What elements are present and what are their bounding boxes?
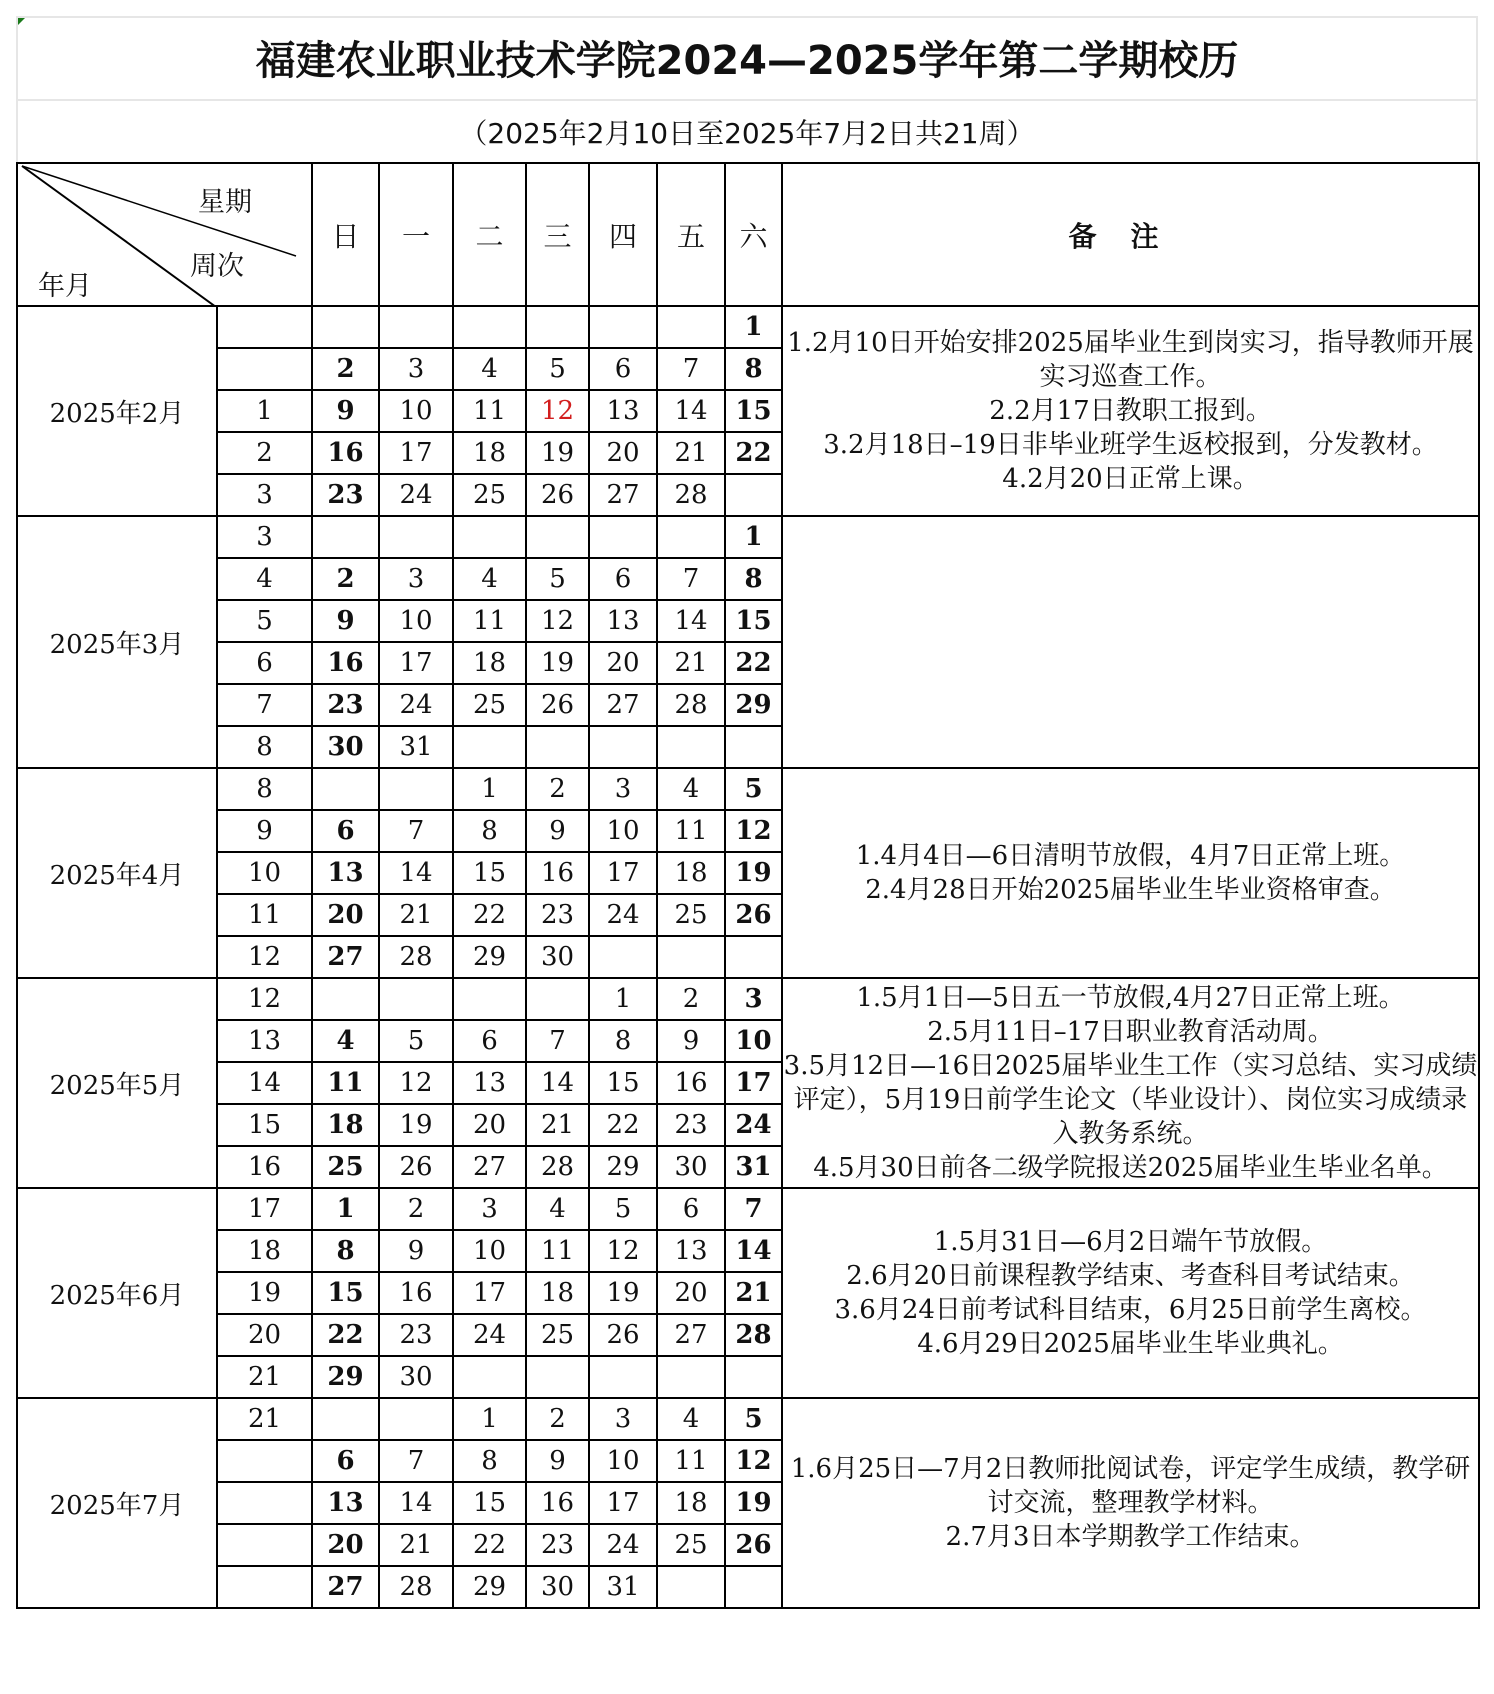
month-label: 2025年3月 [17, 516, 217, 768]
week-number: 17 [217, 1188, 312, 1230]
day-cell-wed: 28 [526, 1146, 589, 1188]
day-cell-sat: 19 [725, 1482, 782, 1524]
day-cell-wed: 12 [526, 600, 589, 642]
week-number: 3 [217, 474, 312, 516]
week-number [217, 1524, 312, 1566]
day-cell-sat [725, 726, 782, 768]
note-item: 2.6月20日前课程教学结束、考查科目考试结束。 [846, 1261, 1415, 1291]
week-row [17, 516, 1479, 558]
week-row [17, 978, 1479, 1020]
day-cell-thu: 12 [589, 1230, 657, 1272]
week-number: 8 [217, 768, 312, 810]
note-item: 1.5月31日—6月2日端午节放假。 [933, 1227, 1328, 1257]
day-cell-tue: 1 [453, 1398, 526, 1440]
day-cell-wed: 12 [526, 390, 589, 432]
day-cell-tue: 24 [453, 1314, 526, 1356]
week-number: 14 [217, 1062, 312, 1104]
day-cell-wed: 30 [526, 936, 589, 978]
day-cell-fri: 21 [657, 642, 725, 684]
day-cell-thu: 24 [589, 1524, 657, 1566]
day-cell-fri: 7 [657, 348, 725, 390]
note-item: 2.2月17日教职工报到。 [989, 396, 1272, 426]
day-cell-mon: 31 [379, 726, 453, 768]
day-cell-fri: 4 [657, 1398, 725, 1440]
day-cell-sat: 10 [725, 1020, 782, 1062]
day-cell-tue: 18 [453, 432, 526, 474]
day-cell-thu [589, 936, 657, 978]
day-cell-tue: 27 [453, 1146, 526, 1188]
day-cell-thu: 26 [589, 1314, 657, 1356]
day-cell-thu: 13 [589, 390, 657, 432]
week-number: 4 [217, 558, 312, 600]
day-cell-tue: 10 [453, 1230, 526, 1272]
day-cell-sat: 1 [725, 516, 782, 558]
day-cell-thu: 5 [589, 1188, 657, 1230]
day-cell-mon: 19 [379, 1104, 453, 1146]
day-cell-thu: 22 [589, 1104, 657, 1146]
weekday-header-mon: 一 [379, 163, 453, 306]
notes-header: 备注 [782, 163, 1479, 306]
day-cell-tue: 3 [453, 1188, 526, 1230]
note-item: 3.2月18日–19日非毕业班学生返校报到，分发教材。 [823, 430, 1438, 460]
day-cell-wed: 26 [526, 474, 589, 516]
day-cell-wed: 19 [526, 432, 589, 474]
week-number: 2 [217, 432, 312, 474]
day-cell-sat [725, 474, 782, 516]
note-item: 3.5月12日—16日2025届毕业生工作（实习总结、实习成绩评定），5月19日前学生论文（毕业设计）、岗位实习成绩录入教务系统。 [783, 1051, 1478, 1149]
day-cell-sun: 4 [312, 1020, 379, 1062]
day-cell-thu: 1 [589, 978, 657, 1020]
day-cell-thu: 19 [589, 1272, 657, 1314]
day-cell-sun: 9 [312, 600, 379, 642]
week-number: 9 [217, 810, 312, 852]
week-number [217, 306, 312, 348]
school-calendar-table [16, 162, 1480, 1609]
day-cell-fri: 30 [657, 1146, 725, 1188]
day-cell-thu: 27 [589, 684, 657, 726]
day-cell-tue: 8 [453, 810, 526, 852]
day-cell-mon: 3 [379, 348, 453, 390]
day-cell-fri: 4 [657, 768, 725, 810]
day-cell-fri: 2 [657, 978, 725, 1020]
day-cell-thu: 15 [589, 1062, 657, 1104]
day-cell-thu: 10 [589, 810, 657, 852]
day-cell-tue [453, 1356, 526, 1398]
weekday-header-sat: 六 [725, 163, 782, 306]
day-cell-wed: 26 [526, 684, 589, 726]
day-cell-tue: 25 [453, 474, 526, 516]
note-item: 4.2月20日正常上课。 [1002, 464, 1259, 494]
day-cell-sun: 2 [312, 348, 379, 390]
day-cell-mon: 14 [379, 852, 453, 894]
day-cell-wed: 14 [526, 1062, 589, 1104]
day-cell-mon: 24 [379, 474, 453, 516]
day-cell-sat: 21 [725, 1272, 782, 1314]
month-notes [782, 306, 1479, 516]
day-cell-thu [589, 306, 657, 348]
day-cell-fri: 20 [657, 1272, 725, 1314]
day-cell-wed: 18 [526, 1272, 589, 1314]
day-cell-fri [657, 936, 725, 978]
month-notes [782, 978, 1479, 1188]
week-row [17, 1188, 1479, 1230]
day-cell-sat: 3 [725, 978, 782, 1020]
day-cell-sun: 13 [312, 1482, 379, 1524]
day-cell-sun [312, 978, 379, 1020]
day-cell-fri: 13 [657, 1230, 725, 1272]
day-cell-tue: 17 [453, 1272, 526, 1314]
day-cell-mon: 12 [379, 1062, 453, 1104]
day-cell-sun: 27 [312, 936, 379, 978]
day-cell-sat: 8 [725, 558, 782, 600]
note-item: 2.7月3日本学期教学工作结束。 [945, 1522, 1316, 1552]
day-cell-sun: 20 [312, 1524, 379, 1566]
day-cell-fri [657, 1356, 725, 1398]
day-cell-wed: 23 [526, 1524, 589, 1566]
day-cell-mon: 17 [379, 642, 453, 684]
day-cell-thu: 6 [589, 558, 657, 600]
day-cell-mon: 28 [379, 1566, 453, 1608]
day-cell-thu: 8 [589, 1020, 657, 1062]
day-cell-sun: 23 [312, 474, 379, 516]
day-cell-thu: 29 [589, 1146, 657, 1188]
note-item: 1.6月25日—7月2日教师批阅试卷，评定学生成绩，教学研讨交流，整理教学材料。 [790, 1454, 1471, 1518]
day-cell-tue: 11 [453, 390, 526, 432]
month-label: 2025年7月 [17, 1398, 217, 1608]
day-cell-sun: 23 [312, 684, 379, 726]
day-cell-tue: 29 [453, 936, 526, 978]
week-row [17, 306, 1479, 348]
day-cell-thu [589, 1356, 657, 1398]
day-cell-thu: 24 [589, 894, 657, 936]
day-cell-wed: 25 [526, 1314, 589, 1356]
day-cell-sat [725, 936, 782, 978]
month-notes [782, 516, 1479, 768]
day-cell-sun [312, 516, 379, 558]
day-cell-wed: 2 [526, 1398, 589, 1440]
day-cell-sun: 16 [312, 432, 379, 474]
week-number: 1 [217, 390, 312, 432]
day-cell-thu: 17 [589, 1482, 657, 1524]
day-cell-fri: 11 [657, 1440, 725, 1482]
month-label: 2025年2月 [17, 306, 217, 516]
week-number: 5 [217, 600, 312, 642]
day-cell-mon: 7 [379, 810, 453, 852]
note-item: 2.5月11日–17日职业教育活动周。 [927, 1017, 1334, 1047]
day-cell-mon: 10 [379, 600, 453, 642]
day-cell-sun: 20 [312, 894, 379, 936]
day-cell-tue: 8 [453, 1440, 526, 1482]
week-number: 12 [217, 936, 312, 978]
day-cell-thu: 27 [589, 474, 657, 516]
day-cell-mon: 2 [379, 1188, 453, 1230]
day-cell-fri: 9 [657, 1020, 725, 1062]
day-cell-tue: 15 [453, 1482, 526, 1524]
day-cell-mon: 21 [379, 894, 453, 936]
day-cell-tue [453, 516, 526, 558]
day-cell-sat: 26 [725, 1524, 782, 1566]
day-cell-sat: 12 [725, 810, 782, 852]
day-cell-sat: 5 [725, 768, 782, 810]
corner-header-cell [17, 163, 312, 306]
day-cell-mon: 16 [379, 1272, 453, 1314]
day-cell-thu: 20 [589, 642, 657, 684]
day-cell-sat: 15 [725, 390, 782, 432]
day-cell-tue [453, 726, 526, 768]
day-cell-mon: 23 [379, 1314, 453, 1356]
day-cell-sun: 25 [312, 1146, 379, 1188]
month-label: 2025年6月 [17, 1188, 217, 1398]
day-cell-fri: 21 [657, 432, 725, 474]
week-row [17, 1398, 1479, 1440]
corner-label-week: 周次 [190, 251, 244, 282]
day-cell-wed: 7 [526, 1020, 589, 1062]
month-notes [782, 1188, 1479, 1398]
day-cell-sun: 2 [312, 558, 379, 600]
day-cell-tue: 4 [453, 348, 526, 390]
day-cell-mon: 30 [379, 1356, 453, 1398]
day-cell-sat: 29 [725, 684, 782, 726]
day-cell-tue: 4 [453, 558, 526, 600]
note-item: 1.2月10日开始安排2025届毕业生到岗实习，指导教师开展实习巡查工作。 [787, 328, 1474, 392]
note-item: 1.4月4日—6日清明节放假，4月7日正常上班。 [855, 841, 1406, 871]
day-cell-wed: 9 [526, 1440, 589, 1482]
day-cell-wed: 19 [526, 642, 589, 684]
day-cell-sun: 30 [312, 726, 379, 768]
day-cell-tue: 11 [453, 600, 526, 642]
day-cell-thu: 17 [589, 852, 657, 894]
day-cell-fri [657, 1566, 725, 1608]
day-cell-mon: 17 [379, 432, 453, 474]
day-cell-fri: 14 [657, 390, 725, 432]
day-cell-fri: 25 [657, 894, 725, 936]
note-item: 3.6月24日前考试科目结束，6月25日前学生离校。 [834, 1295, 1427, 1325]
day-cell-fri: 14 [657, 600, 725, 642]
day-cell-sat [725, 1566, 782, 1608]
day-cell-fri [657, 516, 725, 558]
week-number: 21 [217, 1398, 312, 1440]
day-cell-sun: 1 [312, 1188, 379, 1230]
day-cell-sun: 29 [312, 1356, 379, 1398]
week-number: 6 [217, 642, 312, 684]
day-cell-tue: 15 [453, 852, 526, 894]
day-cell-sat: 26 [725, 894, 782, 936]
day-cell-tue: 22 [453, 894, 526, 936]
corner-label-weekday: 星期 [198, 187, 252, 218]
day-cell-sun: 13 [312, 852, 379, 894]
note-item: 4.5月30日前各二级学院报送2025届毕业生毕业名单。 [813, 1153, 1448, 1183]
day-cell-tue [453, 306, 526, 348]
day-cell-fri: 18 [657, 1482, 725, 1524]
week-number: 7 [217, 684, 312, 726]
corner-label-month: 年月 [38, 271, 92, 302]
day-cell-wed: 23 [526, 894, 589, 936]
day-cell-sun: 18 [312, 1104, 379, 1146]
day-cell-tue: 22 [453, 1524, 526, 1566]
day-cell-sun: 6 [312, 1440, 379, 1482]
day-cell-wed: 5 [526, 348, 589, 390]
day-cell-thu [589, 516, 657, 558]
day-cell-thu: 13 [589, 600, 657, 642]
day-cell-wed [526, 1356, 589, 1398]
day-cell-sun [312, 1398, 379, 1440]
day-cell-mon: 10 [379, 390, 453, 432]
day-cell-fri: 7 [657, 558, 725, 600]
week-number: 8 [217, 726, 312, 768]
header-row [17, 163, 1479, 306]
week-row [17, 768, 1479, 810]
weekday-header-sun: 日 [312, 163, 379, 306]
day-cell-sat: 22 [725, 642, 782, 684]
day-cell-wed: 4 [526, 1188, 589, 1230]
week-number: 13 [217, 1020, 312, 1062]
day-cell-sun: 8 [312, 1230, 379, 1272]
day-cell-wed: 5 [526, 558, 589, 600]
day-cell-fri: 18 [657, 852, 725, 894]
weekday-header-thu: 四 [589, 163, 657, 306]
day-cell-mon: 14 [379, 1482, 453, 1524]
week-number [217, 1566, 312, 1608]
day-cell-tue: 25 [453, 684, 526, 726]
day-cell-sun [312, 306, 379, 348]
day-cell-wed: 16 [526, 852, 589, 894]
day-cell-mon: 5 [379, 1020, 453, 1062]
day-cell-fri: 25 [657, 1524, 725, 1566]
day-cell-wed [526, 978, 589, 1020]
day-cell-tue: 6 [453, 1020, 526, 1062]
day-cell-tue: 18 [453, 642, 526, 684]
day-cell-mon [379, 516, 453, 558]
day-cell-sat: 24 [725, 1104, 782, 1146]
day-cell-sun: 11 [312, 1062, 379, 1104]
day-cell-fri: 23 [657, 1104, 725, 1146]
month-notes [782, 1398, 1479, 1608]
week-number: 12 [217, 978, 312, 1020]
week-number: 10 [217, 852, 312, 894]
day-cell-wed: 21 [526, 1104, 589, 1146]
day-cell-mon [379, 768, 453, 810]
day-cell-fri [657, 306, 725, 348]
day-cell-fri: 6 [657, 1188, 725, 1230]
day-cell-wed [526, 516, 589, 558]
day-cell-fri: 27 [657, 1314, 725, 1356]
week-number [217, 1440, 312, 1482]
day-cell-thu: 10 [589, 1440, 657, 1482]
week-number [217, 1482, 312, 1524]
day-cell-mon: 7 [379, 1440, 453, 1482]
day-cell-fri: 28 [657, 684, 725, 726]
week-number: 19 [217, 1272, 312, 1314]
day-cell-mon: 24 [379, 684, 453, 726]
note-item: 1.5月1日—5日五一节放假,4月27日正常上班。 [856, 983, 1405, 1013]
day-cell-mon: 28 [379, 936, 453, 978]
day-cell-sun: 15 [312, 1272, 379, 1314]
week-number: 20 [217, 1314, 312, 1356]
day-cell-fri: 28 [657, 474, 725, 516]
day-cell-sun: 6 [312, 810, 379, 852]
day-cell-mon: 21 [379, 1524, 453, 1566]
day-cell-sun: 22 [312, 1314, 379, 1356]
day-cell-wed: 11 [526, 1230, 589, 1272]
day-cell-sat: 28 [725, 1314, 782, 1356]
day-cell-sat [725, 1356, 782, 1398]
day-cell-sat: 15 [725, 600, 782, 642]
day-cell-mon [379, 1398, 453, 1440]
day-cell-sat: 7 [725, 1188, 782, 1230]
day-cell-mon [379, 306, 453, 348]
month-notes [782, 768, 1479, 978]
note-item: 4.6月29日2025届毕业生毕业典礼。 [917, 1329, 1344, 1359]
day-cell-fri: 16 [657, 1062, 725, 1104]
day-cell-sat: 22 [725, 432, 782, 474]
day-cell-mon: 9 [379, 1230, 453, 1272]
week-number: 15 [217, 1104, 312, 1146]
day-cell-sat: 17 [725, 1062, 782, 1104]
day-cell-mon: 3 [379, 558, 453, 600]
day-cell-sun: 27 [312, 1566, 379, 1608]
weekday-header-fri: 五 [657, 163, 725, 306]
week-number: 16 [217, 1146, 312, 1188]
calendar-subtitle: （2025年2月10日至2025年7月2日共21周） [459, 116, 1035, 150]
day-cell-thu: 3 [589, 1398, 657, 1440]
day-cell-sat: 19 [725, 852, 782, 894]
day-cell-wed: 16 [526, 1482, 589, 1524]
day-cell-sat: 1 [725, 306, 782, 348]
day-cell-thu [589, 726, 657, 768]
month-label: 2025年4月 [17, 768, 217, 978]
note-item: 2.4月28日开始2025届毕业生毕业资格审查。 [865, 875, 1396, 905]
day-cell-tue: 29 [453, 1566, 526, 1608]
day-cell-wed [526, 306, 589, 348]
week-number [217, 348, 312, 390]
day-cell-sat: 14 [725, 1230, 782, 1272]
day-cell-wed [526, 726, 589, 768]
day-cell-wed: 9 [526, 810, 589, 852]
weekday-header-tue: 二 [453, 163, 526, 306]
month-label: 2025年5月 [17, 978, 217, 1188]
day-cell-fri [657, 726, 725, 768]
day-cell-sun [312, 768, 379, 810]
day-cell-tue: 1 [453, 768, 526, 810]
day-cell-mon: 26 [379, 1146, 453, 1188]
day-cell-wed: 2 [526, 768, 589, 810]
day-cell-tue: 20 [453, 1104, 526, 1146]
calendar-title: 福建农业职业技术学院2024—2025学年第二学期校历 [255, 38, 1239, 84]
week-number: 11 [217, 894, 312, 936]
day-cell-sat: 31 [725, 1146, 782, 1188]
day-cell-fri: 11 [657, 810, 725, 852]
day-cell-sat: 8 [725, 348, 782, 390]
day-cell-thu: 20 [589, 432, 657, 474]
week-number: 3 [217, 516, 312, 558]
day-cell-sun: 16 [312, 642, 379, 684]
day-cell-tue [453, 978, 526, 1020]
day-cell-thu: 6 [589, 348, 657, 390]
day-cell-sat: 12 [725, 1440, 782, 1482]
week-number: 21 [217, 1356, 312, 1398]
day-cell-thu: 3 [589, 768, 657, 810]
day-cell-mon [379, 978, 453, 1020]
day-cell-wed: 30 [526, 1566, 589, 1608]
day-cell-tue: 13 [453, 1062, 526, 1104]
day-cell-sun: 9 [312, 390, 379, 432]
weekday-header-wed: 三 [526, 163, 589, 306]
week-number: 18 [217, 1230, 312, 1272]
day-cell-thu: 31 [589, 1566, 657, 1608]
day-cell-sat: 5 [725, 1398, 782, 1440]
